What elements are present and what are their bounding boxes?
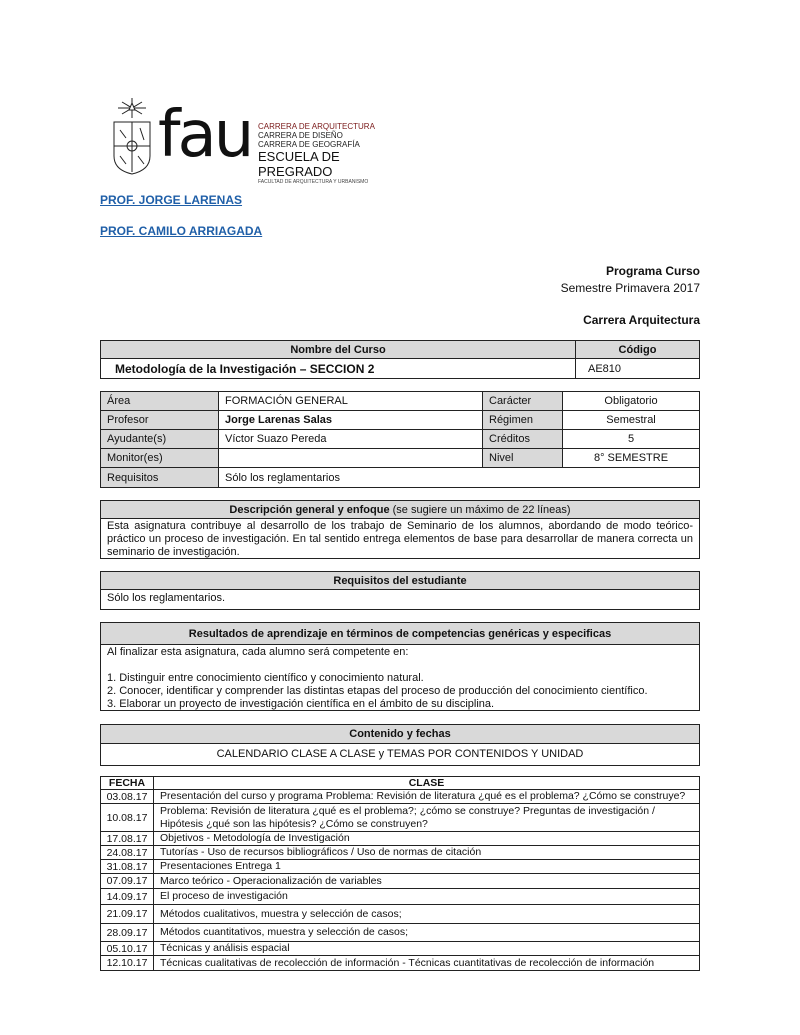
info-value: Sólo los reglamentarios <box>219 468 700 488</box>
schedule-topic: Presentación del curso y programa Problema: Revisión de literatura ¿qué es el problema? ¿Cómo se construye? <box>154 790 700 804</box>
logo-line: CARRERA DE GEOGRAFÍA <box>258 140 360 149</box>
professor-link[interactable]: PROF. JORGE LARENAS <box>100 193 243 207</box>
career: Carrera Arquitectura <box>583 313 700 327</box>
professor-link[interactable]: PROF. CAMILO ARRIAGADA <box>100 224 263 238</box>
info-label: Nivel <box>483 449 563 468</box>
schedule-date: 31.08.17 <box>101 860 154 874</box>
section-title: Requisitos del estudiante <box>101 572 699 590</box>
description-section <box>100 500 700 559</box>
schedule-date: 07.09.17 <box>101 874 154 889</box>
section-title: Descripción general y enfoque <box>229 503 390 516</box>
schedule-row <box>101 790 700 804</box>
course-info-table <box>100 391 700 488</box>
logo-wordmark: fau <box>158 98 252 172</box>
schedule-topic: Objetivos - Metodología de Investigación <box>154 832 700 846</box>
schedule-topic: Problema: Revisión de literatura ¿qué es el problema?; ¿cómo se construye? Preguntas de investigación / Hipótesis ¿qué son las hipótesis? ¿Cómo se construyen? <box>154 804 700 832</box>
schedule-date: 10.08.17 <box>101 804 154 832</box>
outcomes-body <box>101 645 699 712</box>
info-value: 8° SEMESTRE <box>563 449 700 468</box>
schedule-topic: Técnicas cualitativas de recolección de información - Técnicas cuantitativas de recolección de información <box>154 956 700 971</box>
clase-header: CLASE <box>154 777 700 790</box>
section-header <box>101 501 699 519</box>
schedule-row <box>101 804 700 832</box>
schedule-topic: El proceso de investigación <box>154 889 700 905</box>
info-label: Requisitos <box>101 468 219 488</box>
schedule-topic: Tutorías - Uso de recursos bibliográficos / Uso de normas de citación <box>154 846 700 860</box>
info-row <box>101 392 700 411</box>
outcome-item: 3. Elaborar un proyecto de investigación científica en el ámbito de su disciplina. <box>107 698 495 710</box>
schedule-date: 21.09.17 <box>101 905 154 924</box>
info-value: Obligatorio <box>563 392 700 411</box>
info-label: Régimen <box>483 411 563 430</box>
outcomes-section <box>100 622 700 711</box>
schedule-row <box>101 832 700 846</box>
section-title: Resultados de aprendizaje en términos de competencias genéricas y especificas <box>101 623 699 645</box>
outcome-item: 2. Conocer, identificar y comprender las distintas etapas del proceso de producción del conocimiento científico. <box>107 685 648 697</box>
schedule-topic: Marco teórico - Operacionalización de variables <box>154 874 700 889</box>
schedule-row <box>101 874 700 889</box>
info-value: Jorge Larenas Salas <box>219 411 483 430</box>
logo-line: ESCUELA DE PREGRADO <box>258 149 340 179</box>
schedule-date: 24.08.17 <box>101 846 154 860</box>
schedule-date: 03.08.17 <box>101 790 154 804</box>
info-value: 5 <box>563 430 700 449</box>
section-title: Contenido y fechas <box>101 725 699 744</box>
info-value <box>219 449 483 468</box>
schedule-row <box>101 846 700 860</box>
schedule-row <box>101 956 700 971</box>
schedule-topic: Técnicas y análisis espacial <box>154 942 700 956</box>
outcome-item: 1. Distinguir entre conocimiento científico y conocimiento natural. <box>107 672 424 684</box>
info-label: Carácter <box>483 392 563 411</box>
course-name: Metodología de la Investigación – SECCION 2 <box>101 359 576 379</box>
info-value: Víctor Suazo Pereda <box>219 430 483 449</box>
content-subtitle: CALENDARIO CLASE A CLASE y TEMAS POR CONTENIDOS Y UNIDAD <box>216 748 584 760</box>
course-table <box>100 340 700 379</box>
university-seal-icon <box>110 96 154 176</box>
requirements-section <box>100 571 700 610</box>
document-title: Programa Curso <box>605 264 700 278</box>
info-label: Créditos <box>483 430 563 449</box>
schedule-topic: Presentaciones Entrega 1 <box>154 860 700 874</box>
content-section <box>100 724 700 766</box>
info-label: Área <box>101 392 219 411</box>
logo-line: CARRERA DE ARQUITECTURA <box>258 122 375 131</box>
outcomes-intro: Al finalizar esta asignatura, cada alumno será competente en: <box>107 646 409 658</box>
info-row <box>101 468 700 488</box>
course-name-header: Nombre del Curso <box>101 341 576 359</box>
schedule-date: 17.08.17 <box>101 832 154 846</box>
schedule-row <box>101 860 700 874</box>
schedule-date: 14.09.17 <box>101 889 154 905</box>
schedule-row <box>101 905 700 924</box>
semester: Semestre Primavera 2017 <box>560 281 700 295</box>
schedule-date: 05.10.17 <box>101 942 154 956</box>
schedule-date: 28.09.17 <box>101 924 154 942</box>
info-value: FORMACIÓN GENERAL <box>219 392 483 411</box>
schedule-row <box>101 924 700 942</box>
logo-text <box>258 122 390 185</box>
info-value: Semestral <box>563 411 700 430</box>
course-code: AE810 <box>576 359 700 379</box>
schedule-topic: Métodos cuantitativos, muestra y selección de casos; <box>154 924 700 942</box>
logo-line: FACULTAD DE ARQUITECTURA Y URBANISMO <box>258 179 369 185</box>
fau-logo <box>110 96 390 185</box>
info-row <box>101 449 700 468</box>
schedule-table <box>100 776 700 971</box>
description-text: Esta asignatura contribuye al desarrollo de los trabajo de Seminario de los alumnos, abordando de modo teórico-práctico un proceso de investigación. En tal sentido entrega elementos de base para desarrollar de manera correcta un seminario de investigación. <box>107 520 693 558</box>
info-label: Profesor <box>101 411 219 430</box>
logo-line: CARRERA DE DISEÑO <box>258 131 343 140</box>
info-row <box>101 411 700 430</box>
schedule-date: 12.10.17 <box>101 956 154 971</box>
requirements-text: Sólo los reglamentarios. <box>107 592 226 604</box>
schedule-row <box>101 942 700 956</box>
info-row <box>101 430 700 449</box>
fecha-header: FECHA <box>101 777 154 790</box>
info-label: Ayudante(s) <box>101 430 219 449</box>
schedule-topic: Métodos cualitativos, muestra y selección de casos; <box>154 905 700 924</box>
info-label: Monitor(es) <box>101 449 219 468</box>
schedule-row <box>101 889 700 905</box>
code-header: Código <box>576 341 700 359</box>
section-note: (se sugiere un máximo de 22 líneas) <box>392 503 571 516</box>
